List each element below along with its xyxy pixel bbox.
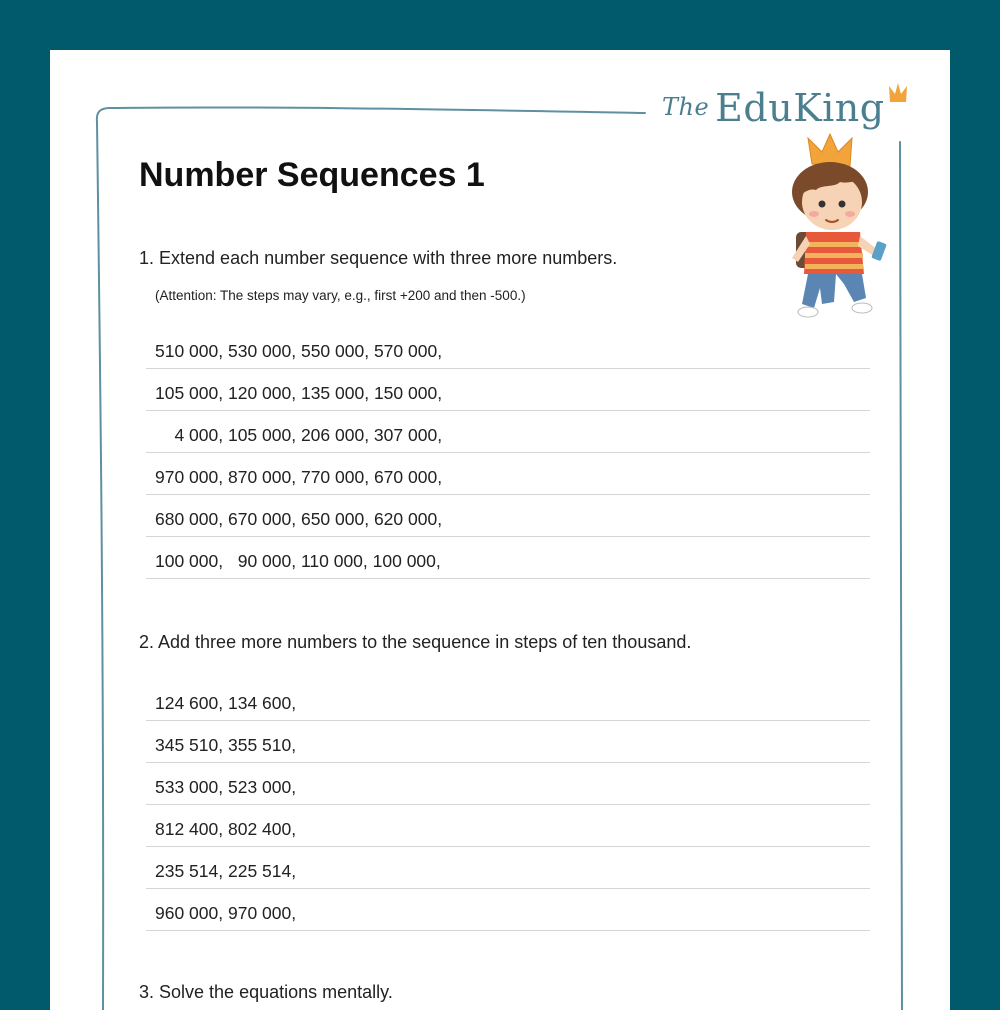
logo-prefix: The bbox=[662, 93, 710, 121]
answer-line: 812 400, 802 400, bbox=[146, 806, 870, 847]
answer-line: 680 000, 670 000, 650 000, 620 000, bbox=[146, 496, 870, 537]
answer-line: 345 510, 355 510, bbox=[146, 722, 870, 763]
answer-line: 105 000, 120 000, 135 000, 150 000, bbox=[146, 370, 870, 411]
answer-line: 4 000, 105 000, 206 000, 307 000, bbox=[146, 412, 870, 453]
task-3-instruction: 3. Solve the equations mentally. bbox=[139, 982, 393, 1002]
answer-line: 100 000, 90 000, 110 000, 100 000, bbox=[146, 538, 870, 579]
page-title: Number Sequences 1 bbox=[139, 156, 485, 194]
eduking-logo bbox=[662, 86, 885, 130]
logo-brand: EduKing bbox=[715, 86, 885, 130]
answer-line: 124 600, 134 600, bbox=[146, 680, 870, 721]
worksheet-page bbox=[50, 50, 950, 1010]
answer-line: 960 000, 970 000, bbox=[146, 890, 870, 931]
boy-with-crown-illustration bbox=[778, 132, 888, 328]
answer-line: 235 514, 225 514, bbox=[146, 848, 870, 889]
task-2-instruction: 2. Add three more numbers to the sequence in steps of ten thousand. bbox=[139, 632, 692, 652]
answer-line: 510 000, 530 000, 550 000, 570 000, bbox=[146, 328, 870, 369]
task-2-answer-list bbox=[146, 680, 870, 932]
logo-crown-icon bbox=[888, 82, 908, 104]
task-1-note: (Attention: The steps may vary, e.g., first +200 and then -500.) bbox=[155, 288, 526, 303]
answer-line: 970 000, 870 000, 770 000, 670 000, bbox=[146, 454, 870, 495]
task-1-answer-list bbox=[146, 328, 870, 580]
task-1-instruction: 1. Extend each number sequence with three more numbers. bbox=[139, 248, 618, 268]
answer-line: 533 000, 523 000, bbox=[146, 764, 870, 805]
